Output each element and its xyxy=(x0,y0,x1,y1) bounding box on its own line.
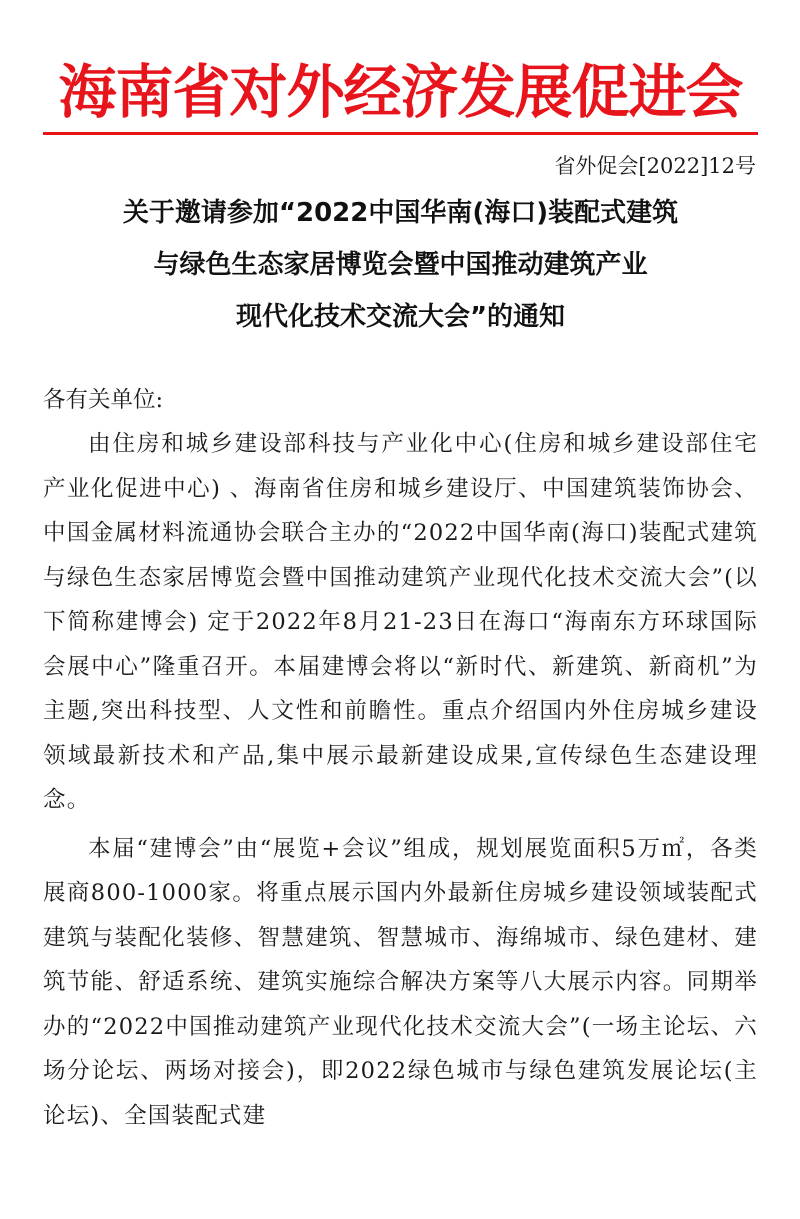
document-number: 省外促会[2022]12号 xyxy=(554,154,756,178)
notice-title-line-2: 与绿色生态家居博览会暨中国推动建筑产业 xyxy=(153,250,648,280)
notice-title xyxy=(43,187,758,343)
salutation: 各有关单位: xyxy=(43,387,164,413)
letterhead-red-rule xyxy=(43,132,758,135)
body-paragraph-1: 由住房和城乡建设部科技与产业化中心(住房和城乡建设部住宅产业化促进中心) 、海南省住房和城乡建设厅、中国建筑装饰协会、中国金属材料流通协会联合主办的“2022中国华南(海口)装配式建筑与绿色生态家居博览会暨中国推动建筑产业现代化技术交流大会”(以下简称建博会) 定于2022年8月21-23日在海口“海南东方环球国际会展中心”隆重召开。本届建博会将以“新时代、新建筑、新商机”为主题,突出科技型、人文性和前瞻性。重点介绍国内外住房城乡建设领域最新技术和产品,集中展示最新建设成果,宣传绿色生态建设理念。 xyxy=(43,431,758,813)
notice-body xyxy=(43,422,758,1138)
notice-title-line-3: 现代化技术交流大会”的通知 xyxy=(235,302,566,332)
letterhead-org-name: 海南省对外经济发展促进会 xyxy=(58,58,743,126)
body-paragraph-2: 本届“建博会”由“展览+会议”组成，规划展览面积5万㎡，各类展商800-1000家。将重点展示国内外最新住房城乡建设领域装配式建筑与装配化装修、智慧建筑、智慧城市、海绵城市、绿色建材、建筑节能、舒适系统、建筑实施综合解决方案等八大展示内容。同期举办的“2022中国推动建筑产业现代化技术交流大会”(一场主论坛、六场分论坛、两场对接会)，即2022绿色城市与绿色建筑发展论坛(主论坛)、全国装配式建 xyxy=(43,835,758,1129)
notice-title-line-1: 关于邀请参加“2022中国华南(海口)装配式建筑 xyxy=(122,198,679,228)
